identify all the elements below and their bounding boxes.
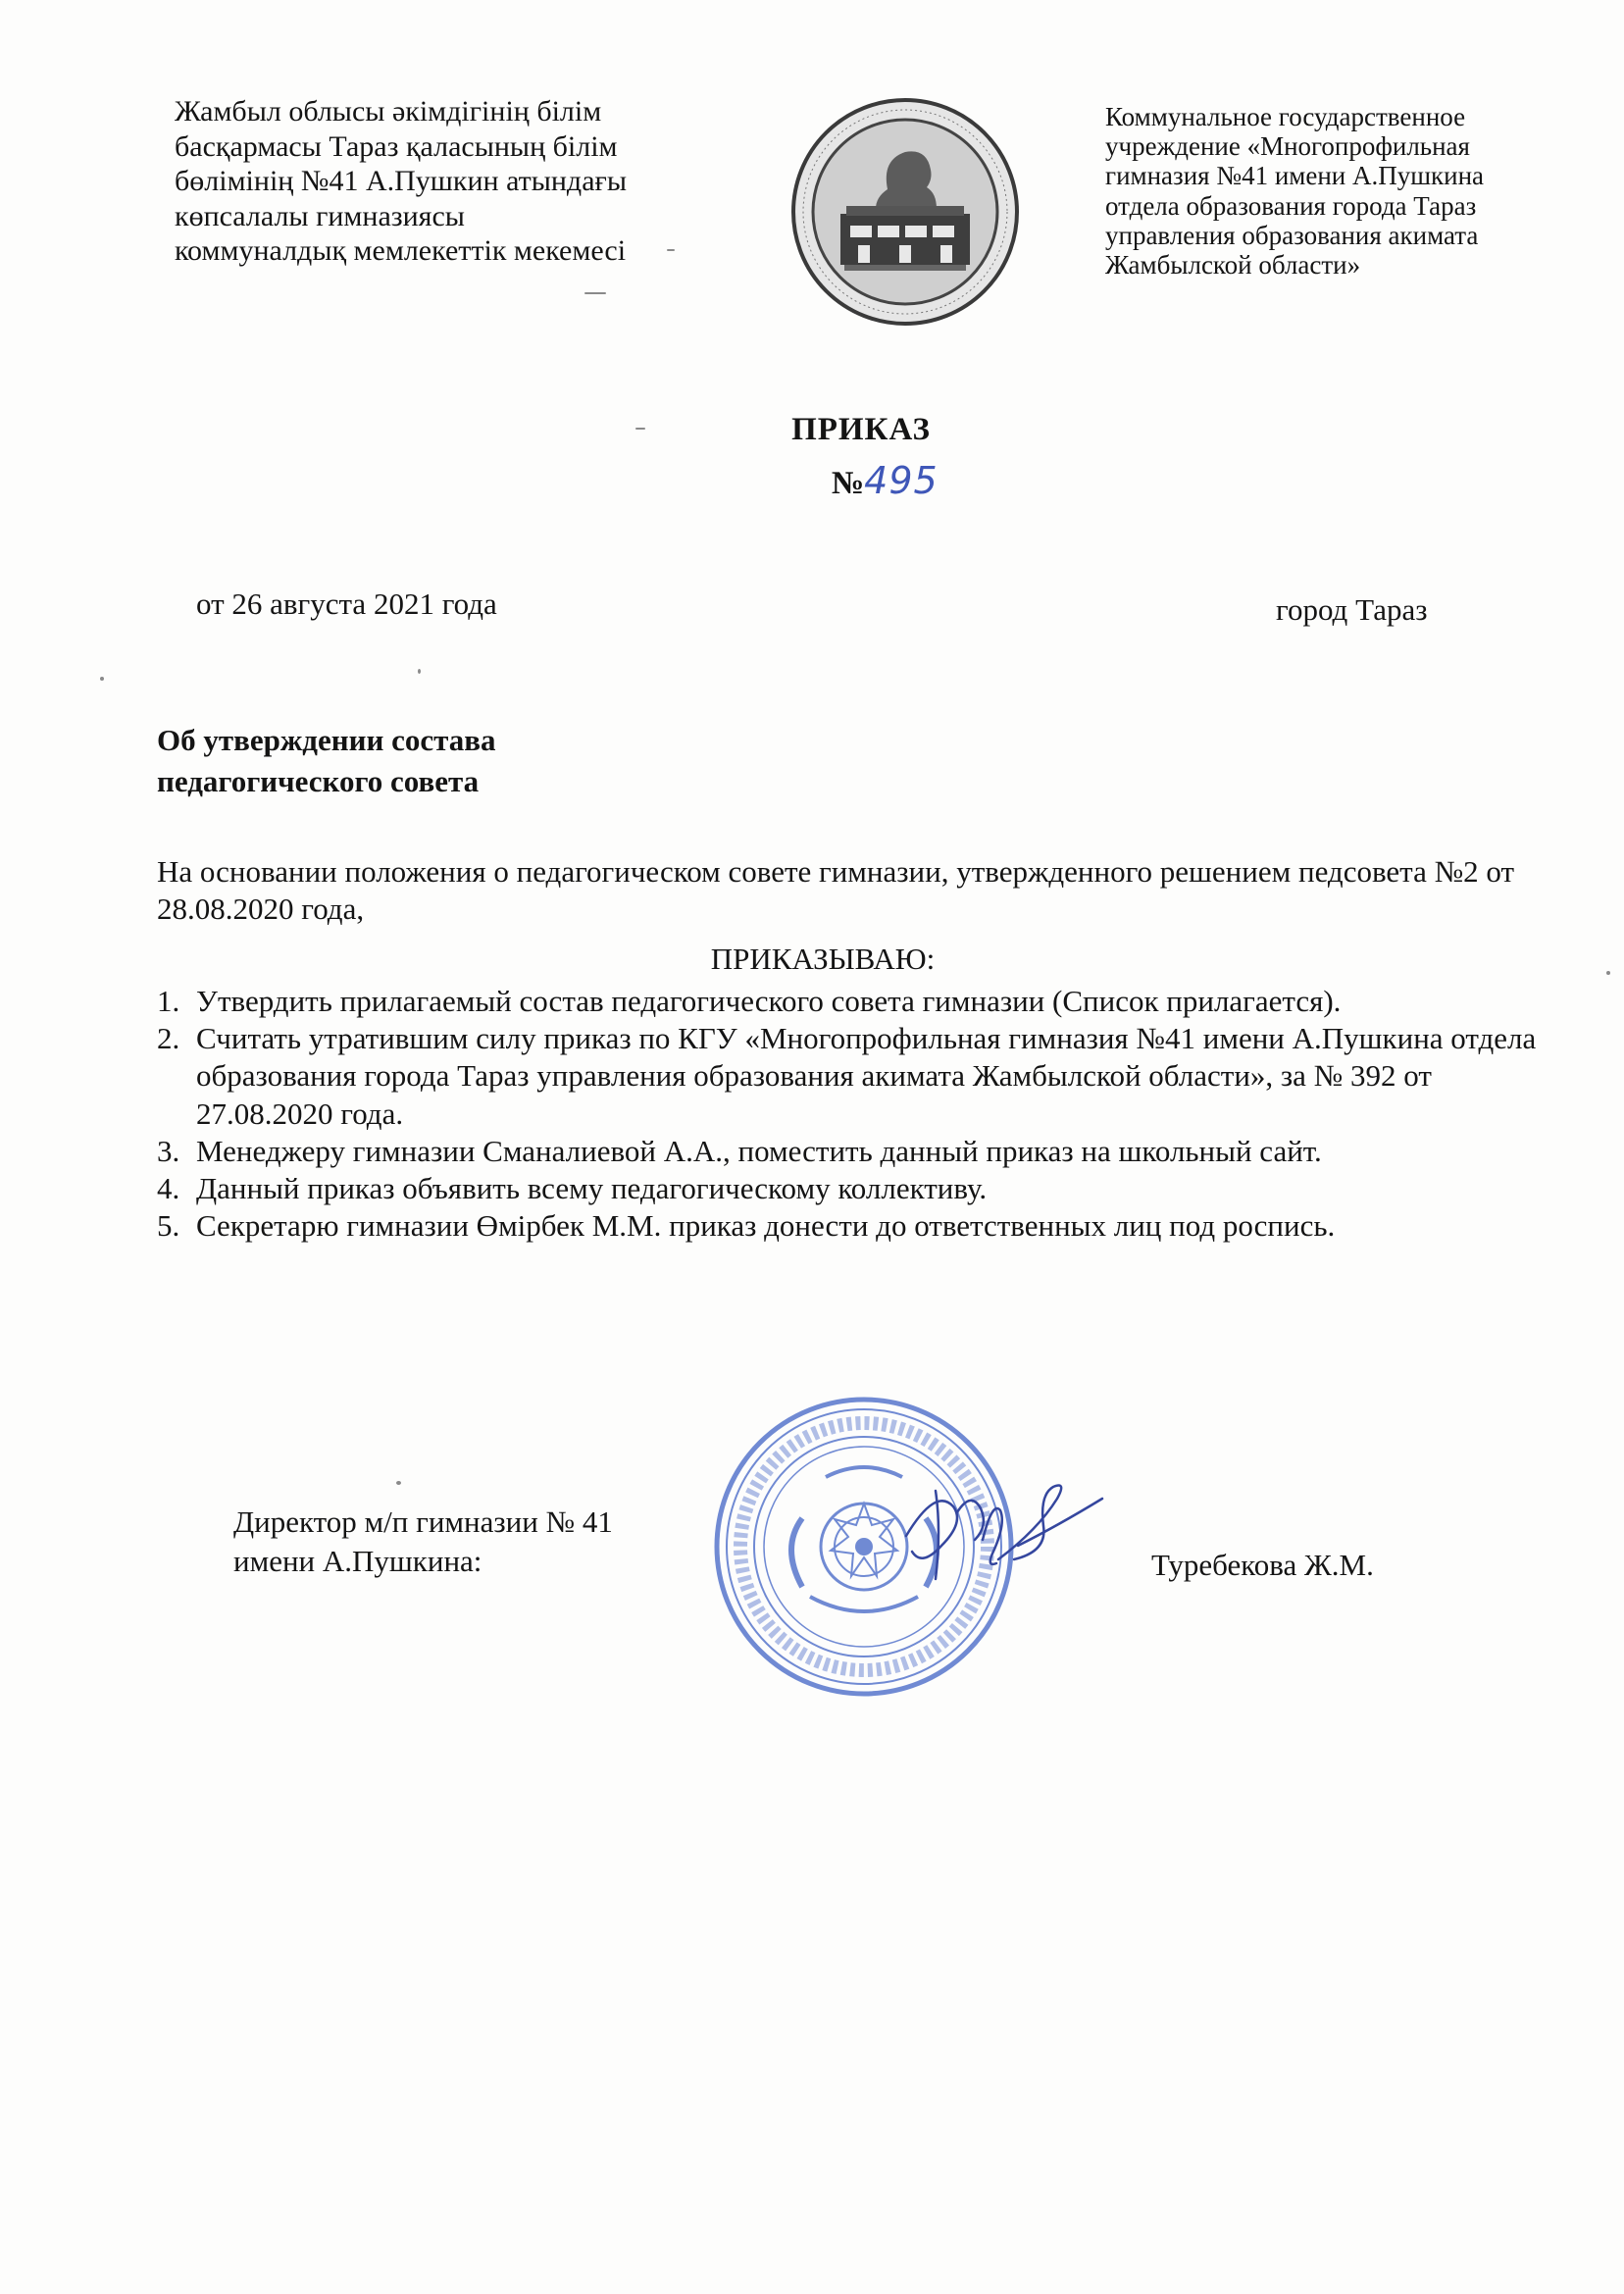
item-number: 5.: [157, 1208, 180, 1244]
signatory-position: Директор м/п гимназии № 41 имени А.Пушкина:: [233, 1504, 613, 1578]
scan-speck: [667, 249, 675, 251]
order-items-list: [157, 983, 1549, 1245]
scan-speck: [396, 1481, 401, 1485]
school-emblem-icon: [789, 96, 1021, 328]
item-text: Данный приказ объявить всему педагогическому коллективу.: [196, 1171, 988, 1206]
header-left-kazakh: Жамбыл облысы әкімдігінің білім басқармасы Тараз қаласының білім бөлімінің №41 А.Пушкин атындағы көпсалалы гимназиясы коммуналдық мемлекеттік мекемесі: [175, 95, 627, 268]
order-word: ПРИКАЗЫВАЮ:: [710, 942, 936, 976]
signatory-name: Туребекова Ж.М.: [1151, 1548, 1374, 1582]
document-date: от 26 августа 2021 года: [196, 586, 497, 621]
document-title: ПРИКАЗ: [791, 412, 931, 447]
item-number: 4.: [157, 1171, 180, 1206]
item-text: Утвердить прилагаемый состав педагогического совета гимназии (Список прилагается).: [196, 984, 1342, 1018]
order-item: [157, 1020, 1549, 1133]
scan-speck: [418, 669, 421, 674]
item-number: 1.: [157, 984, 180, 1018]
number-prefix: №: [832, 466, 865, 501]
document-subject: Об утверждении состава педагогического совета: [157, 723, 496, 798]
item-text: Секретарю гимназии Өмірбек М.М. приказ донести до ответственных лиц под роспись.: [196, 1208, 1336, 1244]
document-basis: На основании положения о педагогическом совете гимназии, утвержденного решением педсовета №2 от 28.08.2020 года,: [157, 854, 1515, 926]
item-text: Считать утратившим силу приказ по КГУ «Многопрофильная гимназия №41 имени А.Пушкина отдела образования города Тараз управления образования акимата Жамбылской области», за № 392 от 27.08.2020 года.: [196, 1021, 1537, 1131]
item-number: 3.: [157, 1133, 180, 1168]
order-item: [157, 1170, 1549, 1207]
order-item: [157, 1207, 1549, 1245]
order-item: [157, 983, 1549, 1020]
document-city: город Тараз: [1276, 592, 1428, 627]
handwritten-signature-icon: [900, 1452, 1106, 1589]
order-item: [157, 1133, 1549, 1170]
item-text: Менеджеру гимназии Сманалиевой А.А., поместить данный приказ на школьный сайт.: [196, 1133, 1322, 1168]
scan-speck: [584, 292, 606, 294]
scan-speck: [635, 428, 645, 430]
scan-speck: [1606, 971, 1610, 975]
handwritten-number: 495: [864, 459, 939, 502]
header-right-russian: Коммунальное государственное учреждение «Многопрофильная гимназия №41 имени А.Пушкина отдела образования города Тараз управления образования акимата Жамбылской области»: [1105, 102, 1485, 280]
item-number: 2.: [157, 1021, 180, 1056]
scan-speck: [100, 677, 104, 681]
document-number: [832, 459, 939, 502]
